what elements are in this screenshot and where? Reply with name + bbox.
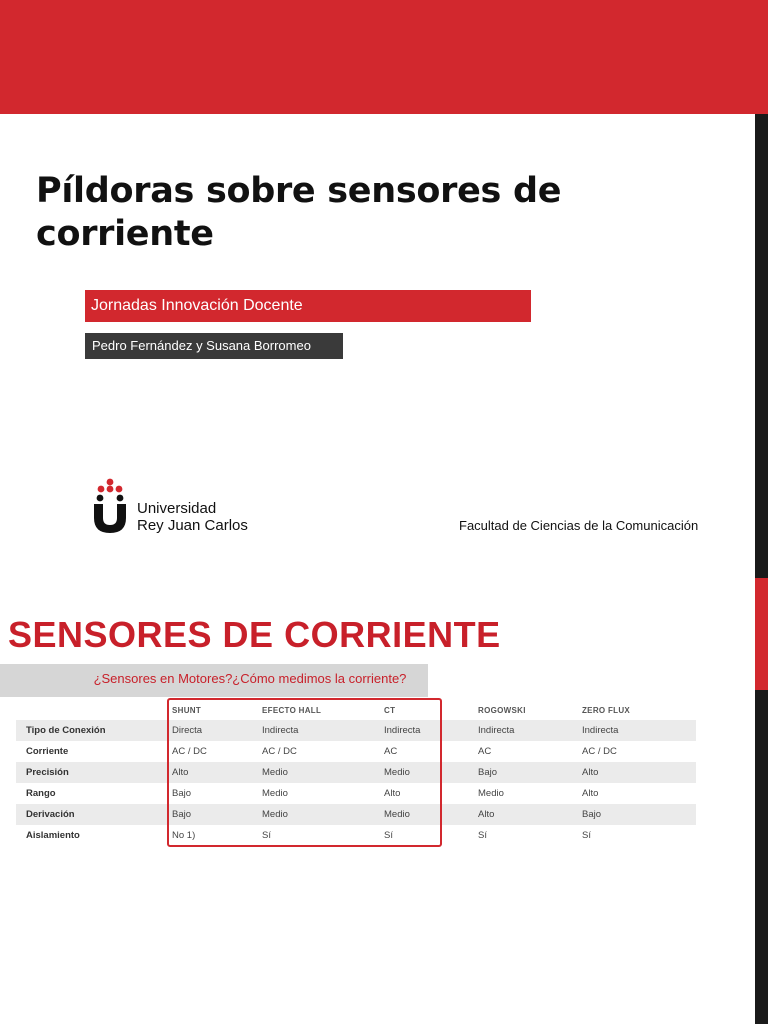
table-row-header: Rango <box>26 788 56 799</box>
table-cell: AC / DC <box>172 746 207 757</box>
authors-banner: Pedro Fernández y Susana Borromeo <box>85 333 343 359</box>
urjc-logo-icon <box>90 477 130 533</box>
table-row-header: Precisión <box>16 762 166 783</box>
table-header-cell: ROGOWSKI <box>478 705 526 715</box>
table-row <box>16 804 696 825</box>
table-row-header: Corriente <box>26 746 69 757</box>
table-cell: Alto <box>166 762 256 783</box>
table-cell: Medio <box>262 788 288 799</box>
question-band: ¿Sensores en Motores?¿Cómo medimos la corriente? <box>0 664 428 697</box>
table-cell: Directa <box>166 720 256 741</box>
table-cell: Alto <box>472 804 576 825</box>
faculty-name: Facultad de Ciencias de la Comunicación <box>459 518 699 533</box>
section-title: SENSORES DE CORRIENTE <box>8 614 501 655</box>
table-cell: Sí <box>384 830 393 841</box>
sensor-comparison-table <box>16 700 696 846</box>
table-row <box>16 741 696 762</box>
table-cell: Bajo <box>576 804 696 825</box>
table-cell: AC / DC <box>582 746 617 757</box>
table-header-cell <box>16 700 166 720</box>
table-cell: Medio <box>478 788 504 799</box>
table-cell: Medio <box>378 804 472 825</box>
slide-title-line-2: corriente <box>36 214 214 254</box>
event-banner: Jornadas Innovación Docente <box>85 290 531 322</box>
table-cell: Indirecta <box>472 720 576 741</box>
table-row <box>16 762 696 783</box>
table-cell: Bajo <box>472 762 576 783</box>
table-cell: No 1) <box>172 830 196 841</box>
table-row <box>16 825 696 846</box>
table-cell: Bajo <box>166 804 256 825</box>
table-header-cell: SHUNT <box>172 705 202 715</box>
table-cell: AC <box>384 746 398 757</box>
university-name-line-1: Universidad <box>137 500 217 517</box>
table-cell: Indirecta <box>256 720 378 741</box>
table-cell: AC <box>478 746 492 757</box>
table-header-cell: EFECTO HALL <box>262 705 322 715</box>
table-cell: Bajo <box>172 788 192 799</box>
table-row-header: Aislamiento <box>26 830 80 841</box>
right-edge-dark-bar <box>755 114 768 578</box>
table-cell: Sí <box>582 830 591 841</box>
table-row <box>16 783 696 804</box>
right-edge-dark-bar-lower <box>755 690 768 1024</box>
table-cell: Medio <box>256 762 378 783</box>
table-cell: AC / DC <box>262 746 297 757</box>
slide-title-line-1: Píldoras sobre sensores de <box>36 171 562 211</box>
table-cell: Alto <box>384 788 401 799</box>
table-cell: Indirecta <box>576 720 696 741</box>
table-cell: Alto <box>582 788 599 799</box>
table-row <box>16 720 696 741</box>
table-header-row <box>16 700 696 720</box>
table-header-cell: CT <box>384 705 396 715</box>
table-row-header: Tipo de Conexión <box>16 720 166 741</box>
university-name-line-2: Rey Juan Carlos <box>137 517 248 534</box>
university-name <box>137 500 248 534</box>
table-cell: Medio <box>378 762 472 783</box>
table-cell: Medio <box>256 804 378 825</box>
table-cell: Alto <box>576 762 696 783</box>
table-cell: Indirecta <box>378 720 472 741</box>
right-edge-red-bar <box>755 578 768 690</box>
header-red-bar <box>0 0 768 114</box>
table-cell: Sí <box>478 830 487 841</box>
table-row-header: Derivación <box>16 804 166 825</box>
table-header-cell: ZERO FLUX <box>582 705 631 715</box>
table-cell: Sí <box>262 830 271 841</box>
slide-title <box>36 170 676 256</box>
